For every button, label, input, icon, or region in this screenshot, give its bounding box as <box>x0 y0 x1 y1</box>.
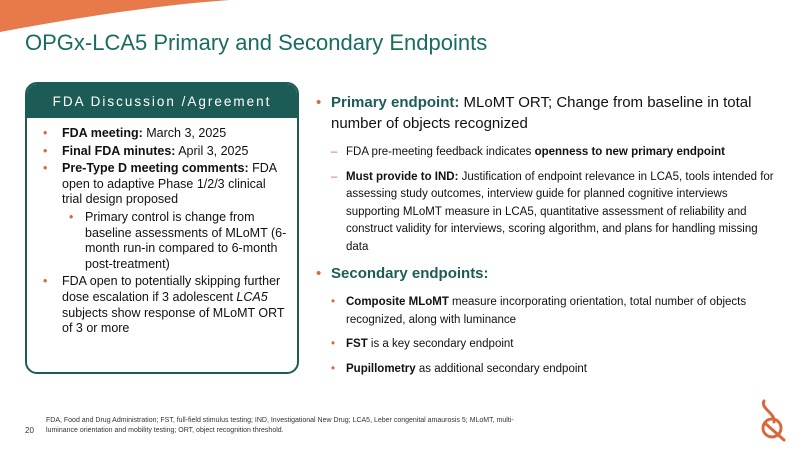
panel-heading: FDA Discussion /Agreement <box>27 84 297 118</box>
fda-feedback-subitem: – FDA pre-meeting feedback indicates openness to new primary endpoint <box>331 146 725 158</box>
corner-swoosh <box>0 0 240 32</box>
pupillometry-subitem: • Pupillometry as additional secondary endpoint <box>331 362 587 375</box>
endpoints-content <box>316 92 776 385</box>
dose-escalation-item: • FDA open to potentially skipping further dose escalation if 3 adolescent LCA5 subjects show response of MLoMT ORT of 3 or more <box>43 274 285 336</box>
page-title: OPGx-LCA5 Primary and Secondary Endpoints <box>25 30 488 55</box>
pre-type-d-item: • Pre-Type D meeting comments: FDA open to adaptive Phase 1/2/3 clinical trial design proposed <box>43 161 277 207</box>
fst-subitem: • FST is a key secondary endpoint <box>331 338 514 350</box>
footnote: FDA, Food and Drug Administration; FST, full-field stimulus testing; IND, Investigational New Drug; LCA5, Leber congenital amaurosis 5; MLoMT, multi-luminance orientation and mobility testing; ORT, object recognition threshold. <box>46 417 514 434</box>
page-number: 20 <box>25 426 34 435</box>
company-logo-icon <box>754 398 790 444</box>
panel-body <box>27 118 297 337</box>
final-minutes-item: • Final FDA minutes: April 3, 2025 <box>43 143 249 158</box>
fda-discussion-panel <box>25 82 299 374</box>
must-provide-subitem: – Must provide to IND: Justification of endpoint relevance in LCA5, tools intended for assessing study outcomes, interview guide for planned cognitive interviews supporting MLoMT measure in LCA5, quantitative assessment of reliability and construct validity for interviews, scoring algorithm, and plans for handling missing data <box>331 170 774 253</box>
composite-mlomt-subitem: • Composite MLoMT measure incorporating orientation, total number of objects recognized, along with luminance <box>331 296 747 326</box>
primary-control-subitem: • Primary control is change from baseline assessments of MLoMT (6-month run-in compared to 6-month post-treatment) <box>69 209 287 271</box>
fda-meeting-item: • FDA meeting: March 3, 2025 <box>43 126 227 140</box>
secondary-endpoints-item: • Secondary endpoints: <box>316 265 489 282</box>
primary-endpoint-item: • Primary endpoint: MLoMT ORT; Change from baseline in total number of objects recognized <box>316 94 752 132</box>
